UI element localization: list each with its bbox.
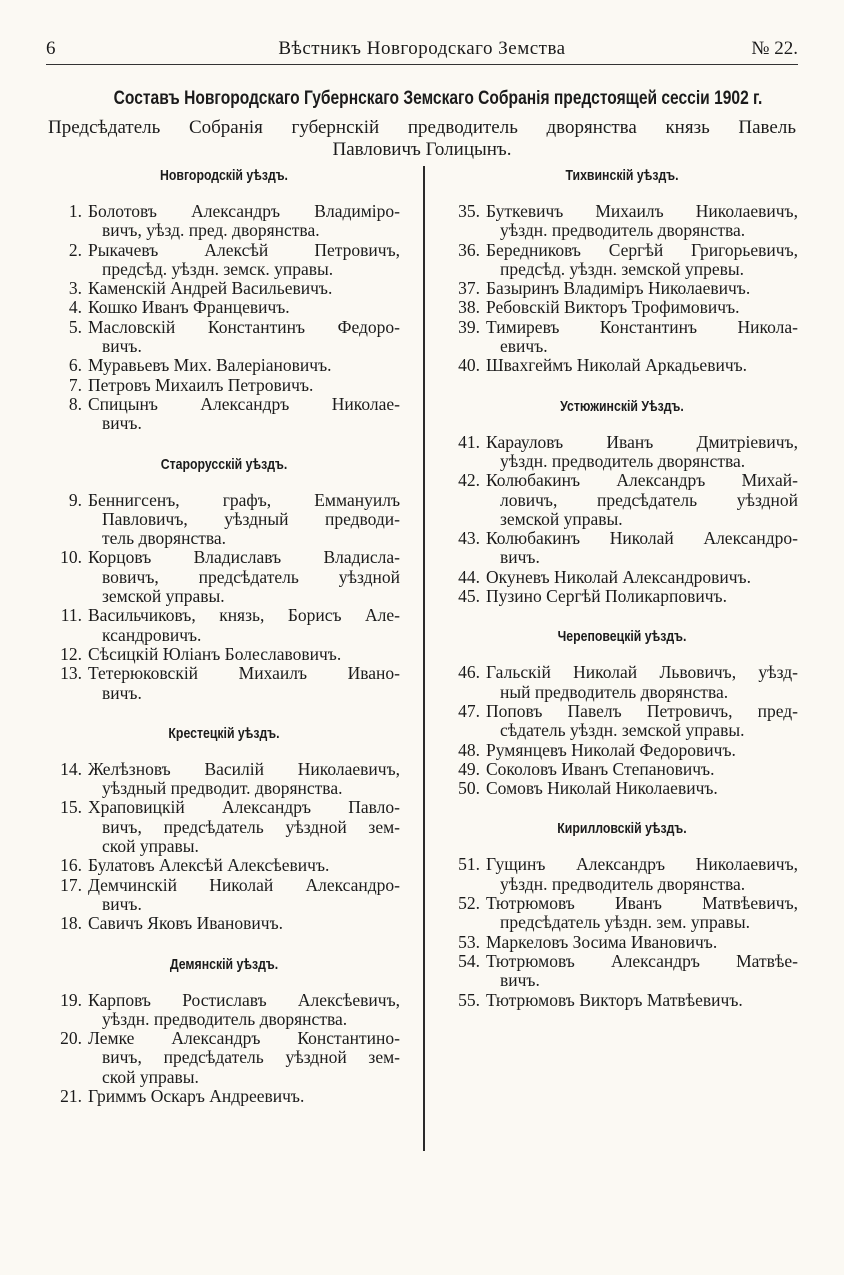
member-number: 43. xyxy=(458,528,480,549)
member-number: 42. xyxy=(458,470,480,491)
member-number: 13. xyxy=(60,663,82,684)
member-entry xyxy=(48,664,400,703)
member-text xyxy=(486,356,798,375)
member-text xyxy=(486,241,798,280)
member-text-line: Колюбакинъ Николай Александро- xyxy=(486,528,798,549)
member-entry xyxy=(446,779,798,798)
member-entry xyxy=(446,991,798,1010)
member-entry xyxy=(446,279,798,298)
member-text-line: ловичъ, предсѣдатель уѣздной xyxy=(500,489,798,510)
district-heading: Демянскій уѣздъ. xyxy=(169,955,279,973)
member-text xyxy=(486,298,798,317)
member-entry xyxy=(446,241,798,280)
member-text-line: Карауловъ Иванъ Дмитріевичъ, xyxy=(486,431,798,452)
member-entry xyxy=(48,318,400,357)
member-text-line: вичъ, уѣзд. пред. дворянства. xyxy=(102,220,320,241)
member-text-line: Савичъ Яковъ Ивановичъ. xyxy=(88,913,283,934)
member-text-line: вичъ. xyxy=(500,547,540,568)
district-heading: Череповецкій уѣздъ. xyxy=(557,628,687,646)
member-text-line: уѣздн. предводитель дворянства. xyxy=(102,1008,348,1029)
member-entry xyxy=(446,471,798,529)
member-text xyxy=(486,663,798,702)
member-text-line: Колюбакинъ Александръ Михай- xyxy=(486,470,798,491)
district-heading: Старорусскій уѣздъ. xyxy=(160,455,288,473)
member-entry xyxy=(48,548,400,606)
member-number: 8. xyxy=(68,393,82,414)
district-section xyxy=(446,398,798,607)
member-number: 55. xyxy=(458,989,480,1010)
member-text-line: уѣздн. предводитель дворянства. xyxy=(500,873,746,894)
member-entry xyxy=(48,606,400,645)
member-text xyxy=(486,587,798,606)
member-text-line: евичъ. xyxy=(500,336,548,357)
member-number: 37. xyxy=(458,278,480,299)
member-text-line: Швахгеймъ Николай Аркадьевичъ. xyxy=(486,355,748,376)
member-number: 20. xyxy=(60,1028,82,1049)
member-number: 38. xyxy=(458,297,480,318)
district-section xyxy=(48,167,400,434)
member-text-line: земской управы. xyxy=(102,586,225,607)
member-text xyxy=(486,702,798,741)
district-heading: Крестецкій уѣздъ. xyxy=(168,724,280,742)
member-number: 48. xyxy=(458,739,480,760)
member-text-line: вичъ. xyxy=(102,413,142,434)
member-number: 54. xyxy=(458,950,480,971)
member-text-line: Тютрюмовъ Александръ Матвѣе- xyxy=(486,950,798,971)
member-entry xyxy=(48,1029,400,1087)
member-text xyxy=(486,760,798,779)
member-text xyxy=(486,894,798,933)
member-number: 41. xyxy=(458,431,480,452)
member-text xyxy=(88,664,400,703)
member-text xyxy=(486,202,798,241)
member-text-line: ный предводитель дворянства. xyxy=(500,681,729,702)
member-text-line: вичъ. xyxy=(102,336,142,357)
member-entry xyxy=(48,991,400,1030)
member-text xyxy=(486,279,798,298)
member-entry xyxy=(48,1087,400,1106)
member-text xyxy=(88,279,400,298)
member-entry xyxy=(48,914,400,933)
district-heading: Тихвинскій уѣздъ. xyxy=(565,167,679,184)
member-text-line: Тимиревъ Константинъ Никола- xyxy=(486,316,798,337)
member-number: 7. xyxy=(68,374,82,395)
member-number: 1. xyxy=(68,201,82,221)
member-text xyxy=(88,645,400,664)
district-section xyxy=(446,628,798,798)
district-section xyxy=(446,820,798,1009)
district-heading: Устюжинскій Уѣздъ. xyxy=(560,397,684,415)
member-entry xyxy=(446,855,798,894)
member-text xyxy=(88,318,400,357)
member-entry xyxy=(446,356,798,375)
member-text xyxy=(486,933,798,952)
issue-number: № 22. xyxy=(751,38,798,59)
member-number: 16. xyxy=(60,855,82,876)
member-text xyxy=(486,855,798,894)
member-entry xyxy=(48,376,400,395)
member-text-line: Демчинскій Николай Александро- xyxy=(88,874,400,895)
member-entry xyxy=(446,298,798,317)
member-entry xyxy=(446,952,798,991)
member-entry xyxy=(446,587,798,606)
member-number: 50. xyxy=(458,778,480,799)
member-entry xyxy=(48,876,400,915)
member-text-line: Петровъ Михаилъ Петровичъ. xyxy=(88,374,314,395)
member-text xyxy=(486,433,798,472)
member-number: 49. xyxy=(458,758,480,779)
member-text-line: ксандровичъ. xyxy=(102,624,202,645)
member-entry xyxy=(48,202,400,241)
member-number: 18. xyxy=(60,913,82,934)
page-header xyxy=(46,38,798,62)
member-text-line: Маркеловъ Зосима Ивановичъ. xyxy=(486,931,718,952)
chairman-line-2: Павловичъ Голицынъ. xyxy=(332,139,512,160)
member-text-line: Масловскій Константинъ Федоро- xyxy=(88,316,400,337)
member-text-line: предсѣдатель уѣздн. зем. управы. xyxy=(500,912,750,933)
member-text xyxy=(88,491,400,549)
member-number: 11. xyxy=(60,605,82,626)
member-text-line: вичъ. xyxy=(102,893,142,914)
member-text-line: Ребовскій Викторъ Трофимовичъ. xyxy=(486,297,740,318)
member-number: 46. xyxy=(458,662,480,683)
member-text-line: тель дворянства. xyxy=(102,528,227,549)
member-text xyxy=(88,760,400,799)
member-text-line: Поповъ Павелъ Петровичъ, пред- xyxy=(486,700,798,721)
member-entry xyxy=(446,318,798,357)
member-text xyxy=(486,952,798,991)
member-text-line: Кошко Иванъ Францевичъ. xyxy=(88,297,290,318)
member-entry xyxy=(48,395,400,434)
member-number: 40. xyxy=(458,355,480,376)
member-entry xyxy=(48,798,400,856)
member-number: 2. xyxy=(68,239,82,260)
member-number: 53. xyxy=(458,931,480,952)
member-entry xyxy=(48,856,400,875)
member-text xyxy=(88,202,400,241)
member-text-line: Гальскій Николай Львовичъ, уѣзд- xyxy=(486,662,798,683)
member-text-line: Тютрюмовъ Викторъ Матвѣевичъ. xyxy=(486,989,743,1010)
member-number: 45. xyxy=(458,586,480,607)
member-number: 14. xyxy=(60,758,82,779)
member-text-line: Сѣсицкій Юліанъ Болеславовичъ. xyxy=(88,643,342,664)
member-text xyxy=(486,471,798,529)
member-text-line: Бередниковъ Сергѣй Григорьевичъ, xyxy=(486,239,798,260)
member-number: 12. xyxy=(60,643,82,664)
district-section xyxy=(48,725,400,934)
member-text-line: уѣздный предводит. дворянства. xyxy=(102,778,343,799)
journal-title: Вѣстникъ Новгородскаго Земства xyxy=(278,38,566,59)
member-entry xyxy=(446,760,798,779)
member-text-line: Соколовъ Иванъ Степановичъ. xyxy=(486,758,715,779)
member-number: 39. xyxy=(458,316,480,337)
member-text-line: Тетерюковскій Михаилъ Ивано- xyxy=(88,663,400,684)
column-divider xyxy=(423,166,425,1151)
member-entry xyxy=(48,279,400,298)
member-number: 44. xyxy=(458,566,480,587)
member-text-line: Муравьевъ Мих. Валеріановичъ. xyxy=(88,355,332,376)
member-text xyxy=(88,241,400,280)
member-text-line: Базыринъ Владиміръ Николаевичъ. xyxy=(486,278,751,299)
member-text-line: Желѣзновъ Василій Николаевичъ, xyxy=(88,758,400,779)
member-text-line: Карповъ Ростиславъ Алексѣевичъ, xyxy=(88,989,400,1010)
member-number: 5. xyxy=(68,316,82,337)
member-entry xyxy=(48,241,400,280)
member-text xyxy=(486,318,798,357)
member-text-line: Спицынъ Александръ Николае- xyxy=(88,393,400,414)
member-text-line: ской управы. xyxy=(102,1066,199,1087)
member-text xyxy=(88,1087,400,1106)
member-text-line: Сомовъ Николай Николаевичъ. xyxy=(486,778,718,799)
member-text-line: Храповицкій Александръ Павло- xyxy=(88,797,400,818)
member-entry xyxy=(446,433,798,472)
member-text-line: Павловичъ, уѣздный предводи- xyxy=(102,508,400,529)
member-entry xyxy=(446,529,798,568)
member-text-line: Болотовъ Александръ Владиміро- xyxy=(88,201,400,221)
member-text-line: сѣдатель уѣздн. земской управы. xyxy=(500,720,745,741)
member-number: 6. xyxy=(68,355,82,376)
member-entry xyxy=(48,491,400,549)
member-text-line: Румянцевъ Николай Федоровичъ. xyxy=(486,739,736,760)
member-text xyxy=(88,606,400,645)
member-text-line: Васильчиковъ, князь, Борисъ Але- xyxy=(88,605,400,626)
member-text-line: Гущинъ Александръ Николаевичъ, xyxy=(486,854,798,875)
member-number: 35. xyxy=(458,201,480,221)
right-column xyxy=(446,162,798,1010)
member-text-line: ской управы. xyxy=(102,836,199,857)
member-text-line: Булатовъ Алексѣй Алексѣевичъ. xyxy=(88,855,330,876)
member-text-line: Корцовъ Владиславъ Владисла- xyxy=(88,547,400,568)
member-text-line: вичъ. xyxy=(102,682,142,703)
member-entry xyxy=(446,202,798,241)
member-text xyxy=(88,356,400,375)
member-text xyxy=(486,568,798,587)
chairman-line-1: Предсѣдатель Собранія губернскій предводитель дворянства князь Павель xyxy=(48,117,796,138)
document-title: Составъ Новгородскаго Губернскаго Земскаго Собранія предстоящей сессіи 1902 г. xyxy=(113,88,763,109)
member-number: 15. xyxy=(60,797,82,818)
district-heading: Новгородскій уѣздъ. xyxy=(160,167,288,184)
page-number: 6 xyxy=(46,38,56,59)
member-entry xyxy=(48,645,400,664)
member-text xyxy=(88,1029,400,1087)
member-text-line: Гриммъ Оскаръ Андреевичъ. xyxy=(88,1085,305,1106)
member-text-line: Каменскій Андрей Васильевичъ. xyxy=(88,278,333,299)
member-text xyxy=(486,741,798,760)
member-number: 52. xyxy=(458,893,480,914)
member-text-line: уѣздн. предводитель дворянства. xyxy=(500,450,746,471)
member-text-line: предсѣд. уѣздн. земской упревы. xyxy=(500,258,745,279)
member-text-line: Окуневъ Николай Александровичъ. xyxy=(486,566,751,587)
member-entry xyxy=(446,702,798,741)
member-text xyxy=(486,991,798,1010)
member-text xyxy=(88,991,400,1030)
member-text xyxy=(88,856,400,875)
member-number: 19. xyxy=(60,989,82,1010)
district-heading: Кирилловскій уѣздъ. xyxy=(557,820,687,838)
member-number: 36. xyxy=(458,239,480,260)
district-section xyxy=(48,956,400,1107)
member-text xyxy=(486,779,798,798)
member-number: 9. xyxy=(68,489,82,510)
member-number: 4. xyxy=(68,297,82,318)
member-text-line: Тютрюмовъ Иванъ Матвѣевичъ, xyxy=(486,893,798,914)
member-text-line: земской управы. xyxy=(500,508,623,529)
member-text-line: вичъ. xyxy=(500,970,540,991)
member-text-line: Буткевичъ Михаилъ Николаевичъ, xyxy=(486,201,798,221)
member-text-line: вичъ, предсѣдатель уѣздной зем- xyxy=(102,1047,400,1068)
member-text xyxy=(88,876,400,915)
member-text xyxy=(88,548,400,606)
member-number: 17. xyxy=(60,874,82,895)
member-entry xyxy=(446,568,798,587)
member-number: 3. xyxy=(68,278,82,299)
member-text-line: предсѣд. уѣздн. земск. управы. xyxy=(102,258,334,279)
member-text-line: Лемке Александръ Константино- xyxy=(88,1028,400,1049)
member-text xyxy=(88,395,400,434)
member-text xyxy=(486,529,798,568)
member-number: 47. xyxy=(458,700,480,721)
member-text-line: вичъ, предсѣдатель уѣздной зем- xyxy=(102,816,400,837)
member-entry xyxy=(48,356,400,375)
member-text-line: Беннигсенъ, графъ, Еммануилъ xyxy=(88,489,400,510)
member-text xyxy=(88,914,400,933)
member-text-line: Рыкачевъ Алексѣй Петровичъ, xyxy=(88,239,400,260)
header-rule xyxy=(46,64,798,65)
member-text xyxy=(88,376,400,395)
member-number: 21. xyxy=(60,1085,82,1106)
member-entry xyxy=(446,894,798,933)
member-entry xyxy=(48,760,400,799)
district-section xyxy=(446,167,798,376)
member-entry xyxy=(48,298,400,317)
member-text xyxy=(88,798,400,856)
member-text xyxy=(88,298,400,317)
member-text-line: уѣздн. предводитель дворянства. xyxy=(500,220,746,241)
member-number: 10. xyxy=(60,547,82,568)
member-text-line: вовичъ, предсѣдатель уѣздной xyxy=(102,566,400,587)
member-entry xyxy=(446,933,798,952)
member-entry xyxy=(446,663,798,702)
left-column xyxy=(48,162,400,1106)
district-section xyxy=(48,456,400,703)
member-text-line: Пузино Сергѣй Поликарповичъ. xyxy=(486,586,727,607)
member-entry xyxy=(446,741,798,760)
member-number: 51. xyxy=(458,854,480,875)
